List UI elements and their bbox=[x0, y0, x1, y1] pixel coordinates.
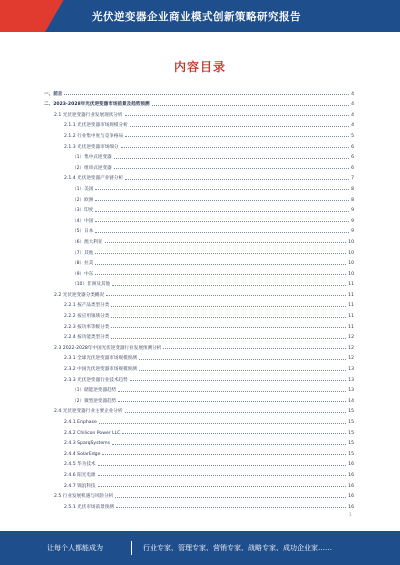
toc-entry[interactable] bbox=[44, 467, 354, 478]
toc-entry[interactable] bbox=[44, 256, 354, 267]
toc-entry[interactable] bbox=[44, 351, 354, 362]
toc-leader-dots bbox=[95, 200, 349, 201]
toc-entry-label: 2.4.2 Chilicon Power LLC bbox=[64, 430, 121, 436]
toc-leader-dots bbox=[125, 179, 349, 180]
page-footer bbox=[0, 531, 400, 565]
toc-entry-page: 9 bbox=[351, 208, 354, 214]
toc-entry-page: 13 bbox=[348, 388, 354, 394]
toc-entry-label: （1）美国 bbox=[72, 186, 94, 192]
toc-entry-page: 11 bbox=[348, 303, 354, 309]
toc-entry-page: 12 bbox=[348, 345, 354, 351]
toc-entry-page: 16 bbox=[348, 462, 354, 468]
toc-entry-page: 4 bbox=[351, 91, 354, 97]
toc-leader-dots bbox=[95, 221, 349, 222]
toc-entry[interactable] bbox=[44, 446, 354, 457]
toc-entry[interactable] bbox=[44, 160, 354, 171]
toc-leader-dots bbox=[114, 168, 349, 169]
toc-entry-label: 2.1 光伏逆变器行业发展现状分析 bbox=[54, 112, 123, 118]
toc-entry-page: 15 bbox=[348, 430, 354, 436]
toc-entry-label: 2.2 光伏逆变器分类概况 bbox=[54, 292, 105, 298]
toc-leader-dots bbox=[116, 507, 346, 508]
toc-entry-label: （8）拉美 bbox=[72, 261, 94, 267]
toc-entry-page: 5 bbox=[351, 133, 354, 139]
toc-entry-page: 13 bbox=[348, 367, 354, 373]
toc-leader-dots bbox=[139, 370, 346, 371]
toc-entry-label: 2.4.1 Enphase bbox=[64, 420, 97, 425]
toc-leader-dots bbox=[118, 401, 346, 402]
toc-entry-page: 12 bbox=[348, 356, 354, 362]
toc-entry-label: （2）欧洲 bbox=[72, 197, 94, 203]
toc-leader-dots bbox=[106, 295, 346, 296]
toc-entry-label: （2）组串式逆变器 bbox=[72, 165, 112, 171]
toc-leader-dots bbox=[130, 380, 346, 381]
toc-entry-label: 2.4 光伏逆变器行业主要企业分析 bbox=[54, 409, 123, 415]
toc-entry-page: 15 bbox=[348, 451, 354, 457]
toc-entry-label: （10）非洲及其他 bbox=[72, 282, 111, 288]
report-title: 光伏逆变器企业商业模式创新策略研究报告 bbox=[92, 11, 301, 23]
toc-entry[interactable] bbox=[44, 425, 354, 436]
toc-leader-dots bbox=[98, 475, 347, 476]
toc-entry-label: 2.2.3 按功率等级分类 bbox=[64, 324, 110, 330]
toc-entry-label: （6）澳大利亚 bbox=[72, 239, 103, 245]
toc-entry[interactable] bbox=[44, 86, 354, 97]
toc-entry-label: 2.5 行业发展机遇与风险分析 bbox=[54, 494, 114, 500]
toc-entry-page: 10 bbox=[348, 250, 354, 256]
toc-leader-dots bbox=[114, 158, 349, 159]
toc-entry-label: （3）印度 bbox=[72, 208, 94, 214]
toc-entry-page: 10 bbox=[348, 261, 354, 267]
toc-entry[interactable] bbox=[44, 128, 354, 139]
toc-entry[interactable] bbox=[44, 383, 354, 394]
toc-entry-label: （1）储能逆变器趋势 bbox=[72, 388, 117, 394]
footer-roles: 行业专家、管理专家、营销专家、战略专家、成功企业家…… bbox=[143, 544, 332, 552]
toc-leader-dots bbox=[111, 327, 346, 328]
toc-entry-label: （2）微型逆变器趋势 bbox=[72, 398, 117, 404]
toc-leader-dots bbox=[99, 423, 346, 424]
toc-leader-dots bbox=[95, 253, 346, 254]
toc-entry-page: 6 bbox=[351, 144, 354, 150]
toc-entry-page: 16 bbox=[348, 494, 354, 500]
toc-entry-label: （7）其他 bbox=[72, 250, 94, 256]
toc-entry-label: 2.1.2 行业集中度与竞争格局 bbox=[64, 133, 124, 139]
toc-entry[interactable] bbox=[44, 171, 354, 182]
toc-entry-label: 2.3.1 全球光伏逆变器市场规模预测 bbox=[64, 356, 137, 362]
toc-entry[interactable] bbox=[44, 118, 354, 129]
toc-entry-page: 16 bbox=[348, 472, 354, 478]
toc-entry[interactable] bbox=[44, 330, 354, 341]
toc-leader-dots bbox=[95, 232, 349, 233]
toc-entry-label: （1）集中式逆变器 bbox=[72, 155, 112, 161]
toc-leader-dots bbox=[125, 412, 347, 413]
toc-leader-dots bbox=[64, 94, 349, 95]
toc-entry[interactable] bbox=[44, 308, 354, 319]
toc-entry-page: 11 bbox=[348, 324, 354, 330]
toc-entry[interactable] bbox=[44, 97, 354, 108]
toc-entry-page: 4 bbox=[351, 102, 354, 108]
toc-entry-label: （5）日本 bbox=[72, 229, 94, 235]
toc-entry-page: 4 bbox=[351, 112, 354, 118]
toc-entry-label: 2.4.5 华为技术 bbox=[64, 462, 96, 468]
footer-slogan: 让每个人都能成为 bbox=[47, 544, 103, 552]
toc-entry-label: 2.4.6 阳光电源 bbox=[64, 472, 96, 478]
toc-entry-label: 2.4.3 SparqSystems bbox=[64, 441, 111, 447]
table-of-contents bbox=[44, 86, 354, 510]
toc-leader-dots bbox=[102, 454, 346, 455]
toc-entry[interactable] bbox=[44, 404, 354, 415]
toc-heading: 内容目录 bbox=[173, 60, 226, 74]
toc-entry-page: 16 bbox=[348, 504, 354, 510]
toc-entry-page: 8 bbox=[351, 186, 354, 192]
toc-entry-page: 16 bbox=[348, 483, 354, 489]
toc-entry[interactable] bbox=[44, 213, 354, 224]
toc-entry-page: 12 bbox=[348, 335, 354, 341]
toc-entry-label: 2.2.4 按功能类型分类 bbox=[64, 335, 110, 341]
toc-entry[interactable] bbox=[44, 181, 354, 192]
toc-entry-page: 11 bbox=[348, 292, 354, 298]
toc-entry[interactable] bbox=[44, 499, 354, 510]
toc-leader-dots bbox=[130, 126, 349, 127]
toc-leader-dots bbox=[125, 136, 349, 137]
toc-entry-label: 2.1.3 光伏逆变器市场细分 bbox=[64, 144, 119, 150]
toc-entry[interactable] bbox=[44, 277, 354, 288]
toc-leader-dots bbox=[105, 242, 347, 243]
toc-entry-label: 2.5.1 光伏市场前景预测 bbox=[64, 504, 114, 510]
toc-leader-dots bbox=[152, 105, 349, 106]
toc-entry[interactable] bbox=[44, 203, 354, 214]
toc-entry-page: 9 bbox=[351, 218, 354, 224]
toc-leader-dots bbox=[122, 433, 346, 434]
toc-entry[interactable] bbox=[44, 266, 354, 277]
toc-leader-dots bbox=[95, 211, 349, 212]
toc-leader-dots bbox=[98, 486, 347, 487]
toc-leader-dots bbox=[95, 264, 346, 265]
toc-entry-label: （4）中国 bbox=[72, 218, 94, 224]
toc-entry-page: 9 bbox=[351, 229, 354, 235]
page-number: 1 bbox=[349, 512, 352, 517]
toc-leader-dots bbox=[98, 465, 347, 466]
toc-leader-dots bbox=[111, 306, 346, 307]
toc-entry-page: 15 bbox=[348, 441, 354, 447]
toc-entry-page: 13 bbox=[348, 377, 354, 383]
toc-entry-label: 2.3 2022-2028年中国光伏逆变器行业发展预测分析 bbox=[54, 345, 162, 351]
toc-entry-page: 11 bbox=[348, 314, 354, 320]
toc-entry[interactable] bbox=[44, 340, 354, 351]
toc-entry[interactable] bbox=[44, 287, 354, 298]
toc-entry-label: 2.1.1 光伏逆变器市场规模分析 bbox=[64, 123, 128, 129]
toc-entry-page: 10 bbox=[348, 239, 354, 245]
toc-entry-label: 二、2023-2028年光伏逆变器市场前景及趋势预测 bbox=[44, 102, 150, 108]
toc-entry-page: 14 bbox=[348, 398, 354, 404]
toc-entry[interactable] bbox=[44, 298, 354, 309]
toc-entry-label: 2.4.7 锦浪科技 bbox=[64, 483, 96, 489]
toc-leader-dots bbox=[115, 497, 346, 498]
toc-entry[interactable] bbox=[44, 234, 354, 245]
toc-entry[interactable] bbox=[44, 372, 354, 383]
toc-entry-label: 一、前言 bbox=[44, 91, 63, 97]
toc-entry[interactable] bbox=[44, 139, 354, 150]
toc-entry-page: 15 bbox=[348, 420, 354, 425]
toc-entry-label: 2.3.3 光伏逆变器行业技术趋势 bbox=[64, 377, 128, 383]
toc-entry-label: 2.4.4 SolarEdge bbox=[64, 451, 101, 457]
toc-entry[interactable] bbox=[44, 192, 354, 203]
toc-entry[interactable] bbox=[44, 224, 354, 235]
toc-entry[interactable] bbox=[44, 436, 354, 447]
toc-leader-dots bbox=[95, 189, 349, 190]
toc-entry-page: 4 bbox=[351, 123, 354, 129]
toc-entry-page: 10 bbox=[348, 271, 354, 277]
toc-entry[interactable] bbox=[44, 150, 354, 161]
toc-entry[interactable] bbox=[44, 478, 354, 489]
toc-leader-dots bbox=[163, 348, 346, 349]
toc-leader-dots bbox=[139, 359, 346, 360]
toc-leader-dots bbox=[112, 444, 346, 445]
toc-entry[interactable] bbox=[44, 245, 354, 256]
toc-entry[interactable] bbox=[44, 393, 354, 404]
toc-leader-dots bbox=[111, 338, 346, 339]
toc-entry-label: （9）中东 bbox=[72, 271, 94, 277]
toc-entry-label: 2.3.2 中国光伏逆变器市场规模预测 bbox=[64, 367, 137, 373]
footer-divider bbox=[131, 541, 132, 555]
toc-leader-dots bbox=[95, 274, 346, 275]
toc-entry-label: 2.2.2 按应用领域分类 bbox=[64, 314, 110, 320]
toc-entry-label: 2.2.1 按产品类型分类 bbox=[64, 303, 110, 309]
toc-entry-page: 8 bbox=[351, 197, 354, 203]
toc-entry[interactable] bbox=[44, 107, 354, 118]
toc-entry[interactable] bbox=[44, 457, 354, 468]
toc-entry-page: 11 bbox=[348, 282, 354, 288]
toc-leader-dots bbox=[118, 391, 346, 392]
page-header bbox=[0, 0, 400, 32]
toc-leader-dots bbox=[111, 317, 346, 318]
toc-leader-dots bbox=[112, 285, 346, 286]
toc-entry[interactable] bbox=[44, 361, 354, 372]
toc-leader-dots bbox=[121, 147, 350, 148]
toc-entry[interactable] bbox=[44, 414, 354, 425]
toc-entry-label: 2.1.4 光伏逆变器产业链分析 bbox=[64, 176, 124, 182]
toc-leader-dots bbox=[125, 115, 350, 116]
toc-entry-page: 15 bbox=[348, 409, 354, 415]
toc-entry-page: 6 bbox=[351, 165, 354, 171]
toc-entry-page: 7 bbox=[351, 176, 354, 182]
toc-entry[interactable] bbox=[44, 319, 354, 330]
toc-entry-page: 6 bbox=[351, 155, 354, 161]
toc-entry[interactable] bbox=[44, 489, 354, 500]
